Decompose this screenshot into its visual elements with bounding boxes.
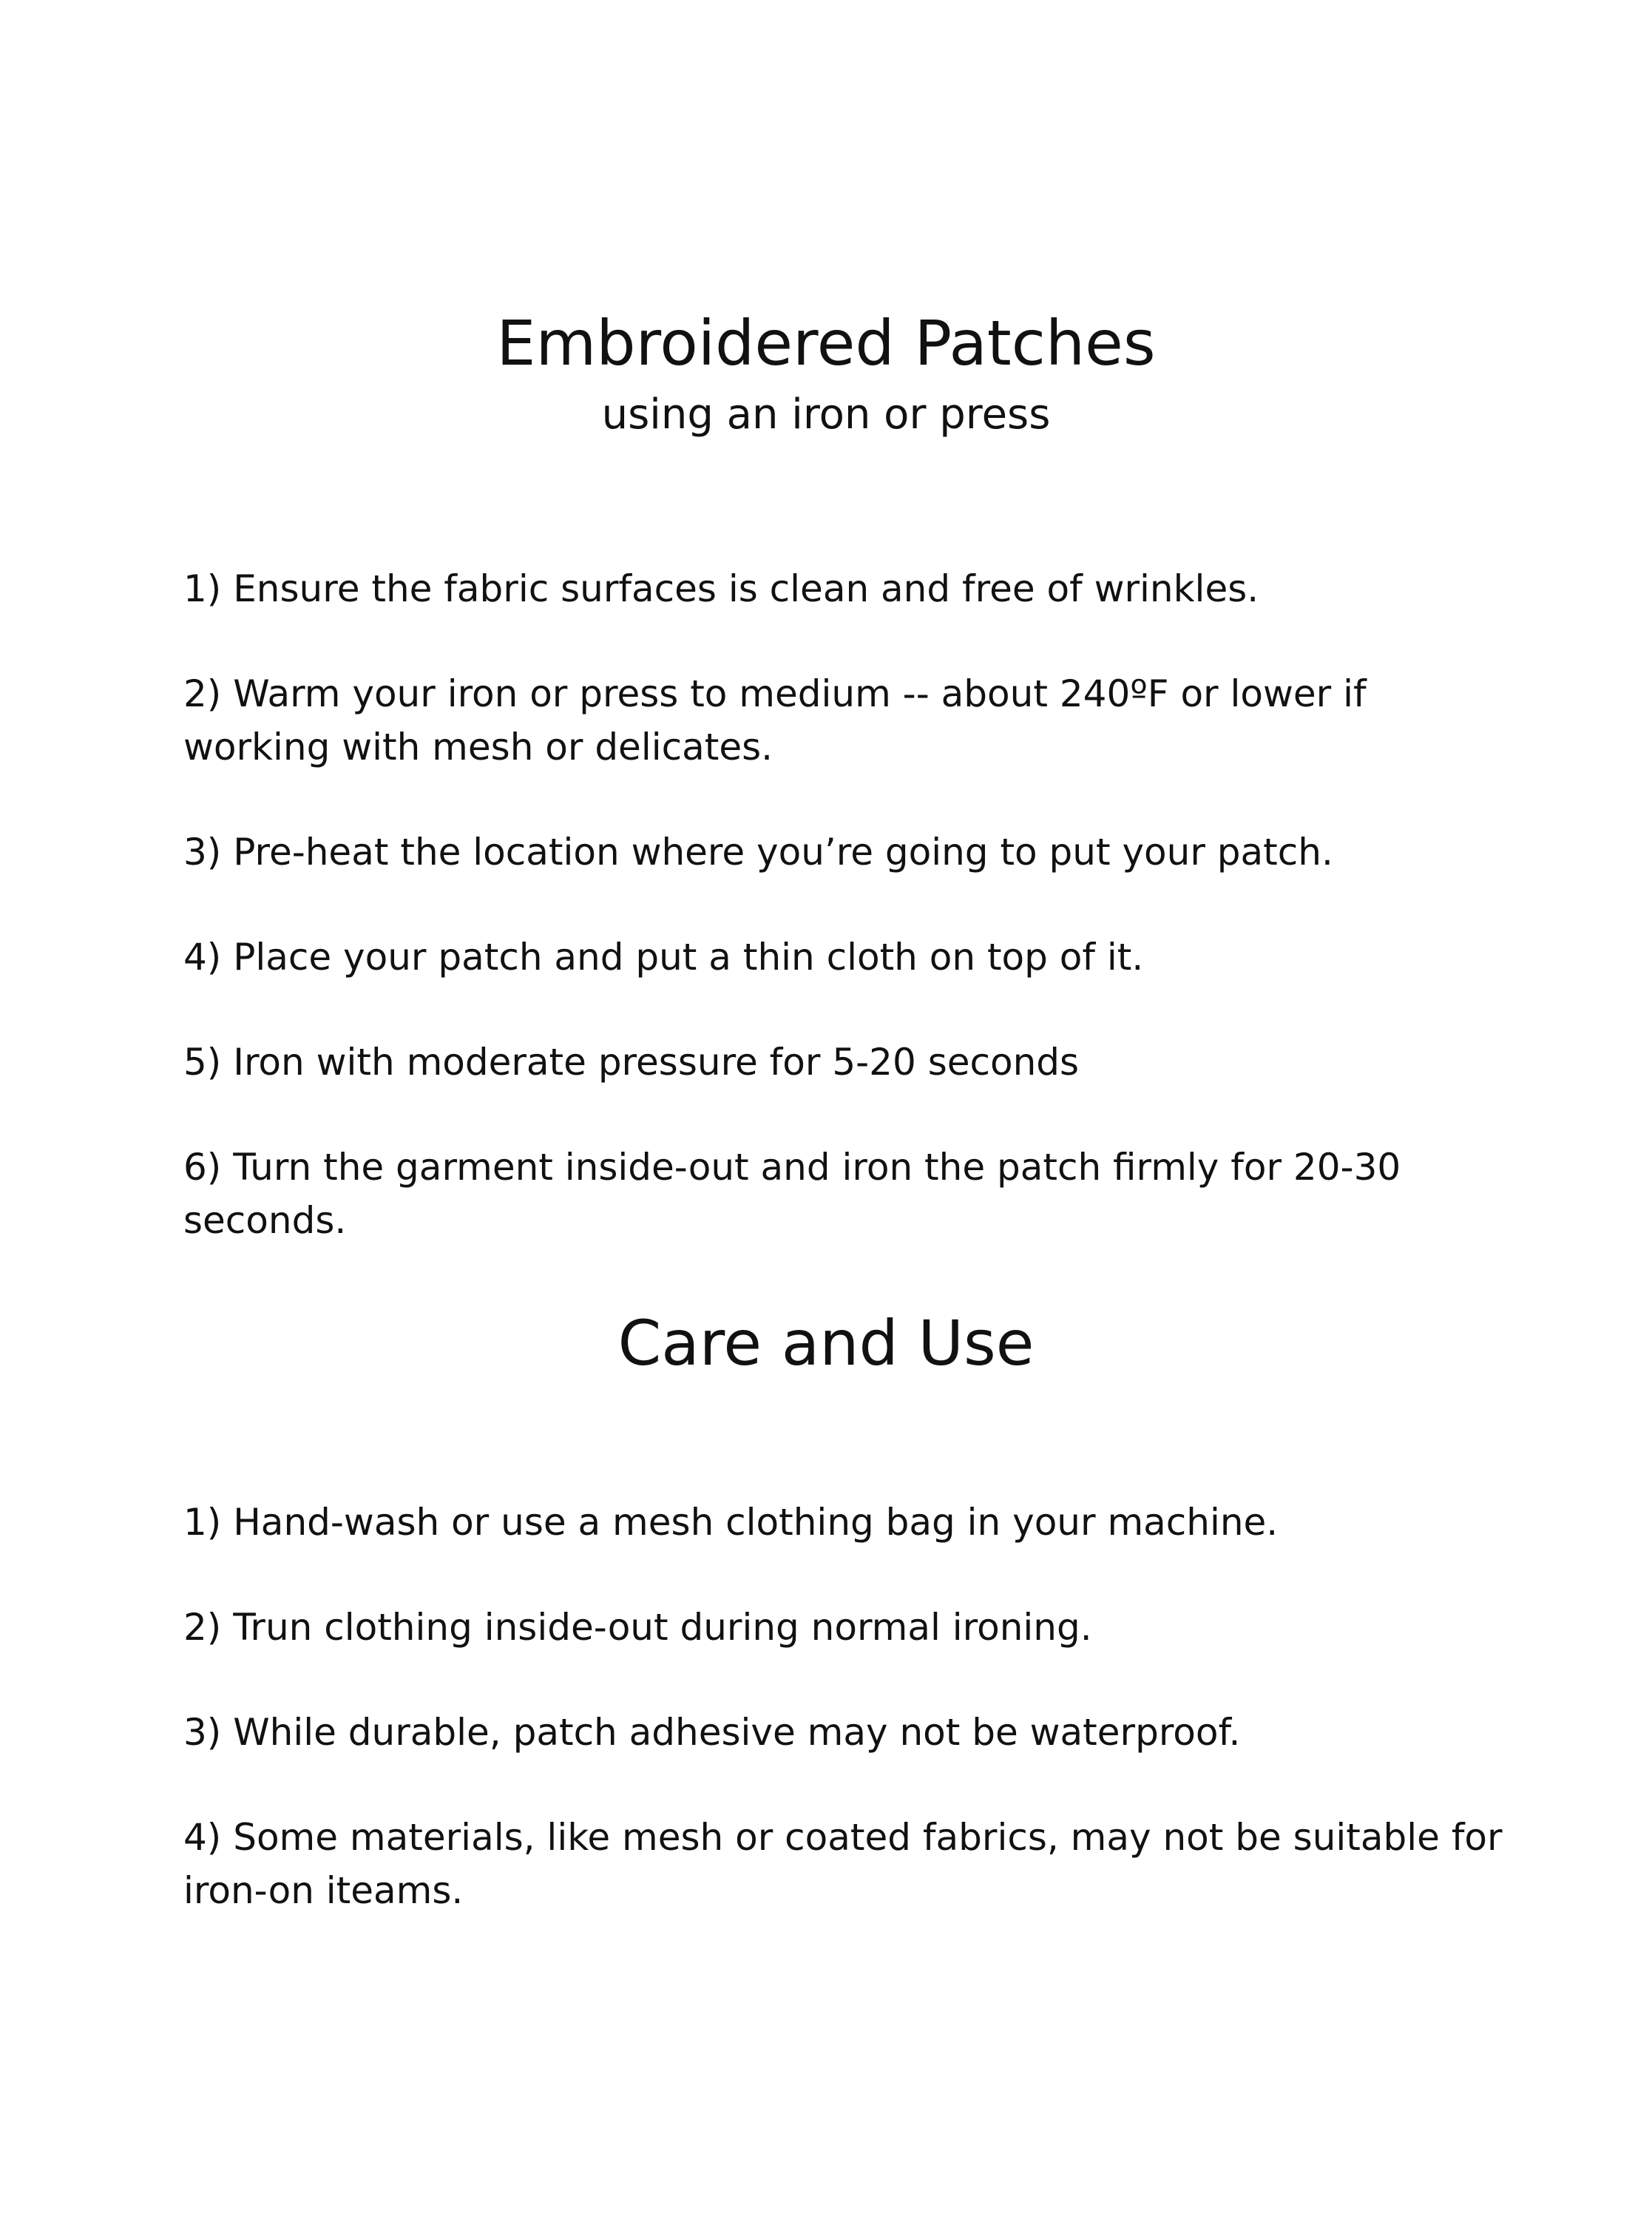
list-item: 6) Turn the garment inside-out and iron the patch firmly for 20-30 seconds. <box>183 1146 1401 1242</box>
list-item: 5) Iron with moderate pressure for 5-20 seconds <box>183 1041 1080 1084</box>
list-item: 4) Place your patch and put a thin cloth on top of it. <box>183 936 1144 979</box>
list-item: 2) Warm your iron or press to medium -- about 240ºF or lower if working with mesh or delicates. <box>183 672 1367 769</box>
application-steps-list <box>183 562 1514 1247</box>
list-item: 2) Trun clothing inside-out during normal ironing. <box>183 1606 1092 1649</box>
care-steps-list <box>183 1496 1514 1917</box>
section-subtitle: using an iron or press <box>601 391 1051 439</box>
section-title-care-and-use: Care and Use <box>617 1307 1035 1379</box>
list-item: 3) While durable, patch adhesive may not be waterproof. <box>183 1711 1241 1754</box>
list-item: 1) Ensure the fabric surfaces is clean and free of wrinkles. <box>183 567 1259 610</box>
list-item: 1) Hand-wash or use a mesh clothing bag in your machine. <box>183 1501 1279 1544</box>
list-item: 4) Some materials, like mesh or coated fabrics, may not be suitable for iron-on iteams. <box>183 1816 1503 1912</box>
section-title-embroidered-patches: Embroidered Patches <box>496 307 1156 379</box>
list-item: 3) Pre-heat the location where you’re going to put your patch. <box>183 831 1333 874</box>
